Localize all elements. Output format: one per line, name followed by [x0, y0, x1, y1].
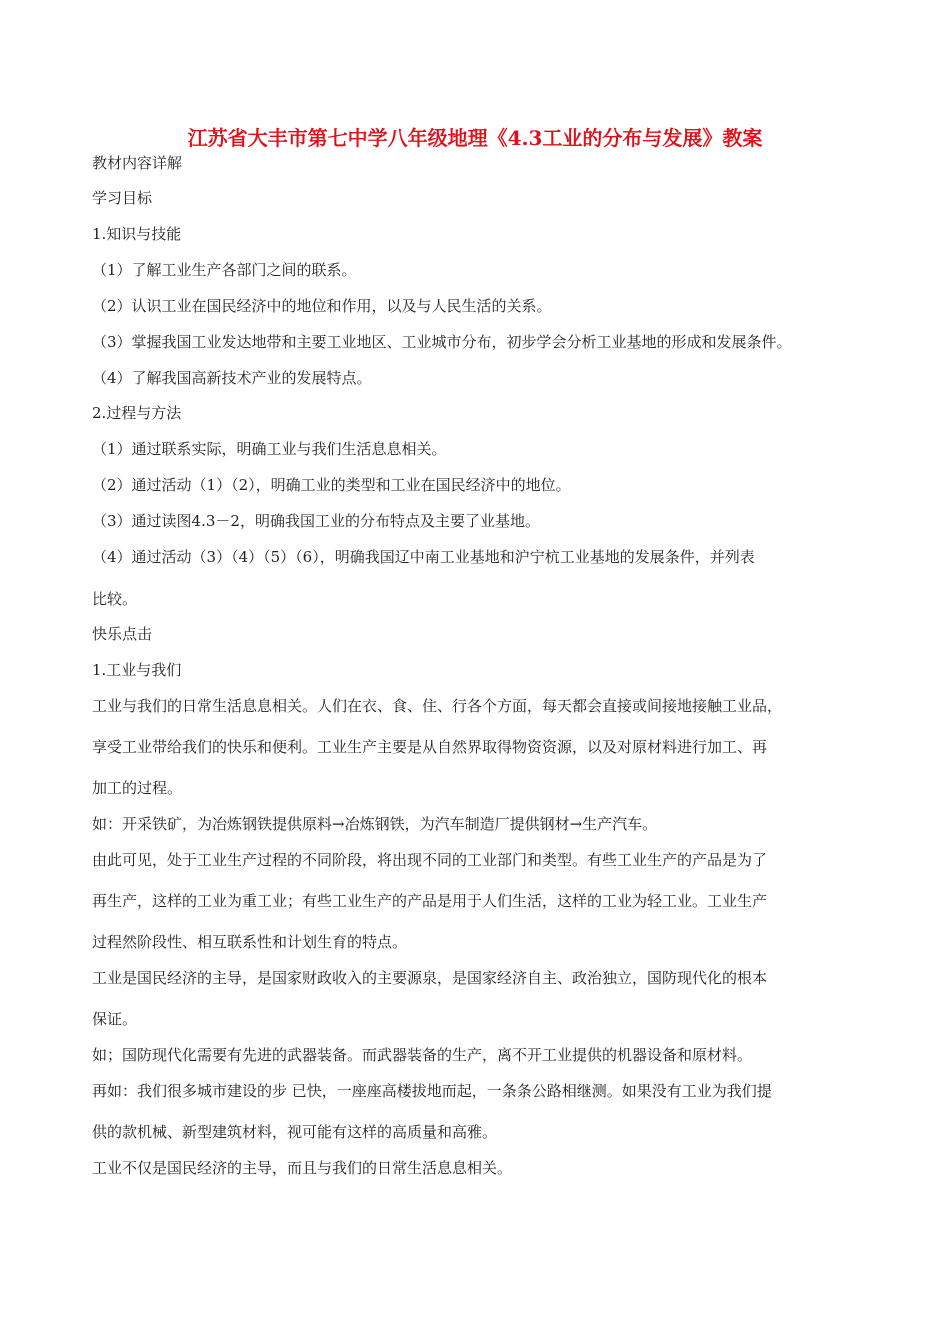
subsection-heading: 2.过程与方法: [92, 404, 182, 422]
document-title: 江苏省大丰市第七中学八年级地理《4.3工业的分布与发展》教案: [187, 126, 763, 150]
section-heading: 学习目标: [92, 189, 153, 207]
list-item: （4）了解我国高新技术产业的发展特点。: [92, 369, 372, 387]
paragraph-line: 如；国防现代化需要有先进的武器装备。而武器装备的生产，离不开工业提供的机器设备和原材料。: [92, 1046, 753, 1064]
paragraph-line: 加工的过程。: [92, 779, 183, 797]
subsection-heading: 1.知识与技能: [92, 225, 182, 243]
list-item-continuation: 比较。: [92, 590, 138, 608]
paragraph-line: 如：开采铁矿，为冶炼钢铁提供原料→冶炼钢铁，为汽车制造厂提供钢材→生产汽车。: [92, 815, 658, 833]
section-heading: 教材内容详解: [92, 154, 183, 172]
list-item: （1）了解工业生产各部门之间的联系。: [92, 261, 357, 279]
subsection-heading: 1.工业与我们: [92, 661, 182, 679]
paragraph-line: 工业是国民经济的主导，是国家财政收入的主要源泉，是国家经济自主、政治独立，国防现代化的根本: [92, 969, 768, 987]
paragraph-line: 享受工业带给我们的快乐和便利。工业生产主要是从自然界取得物资资源，以及对原材料进行加工、再: [92, 738, 768, 756]
list-item: （4）通过活动（3）（4）（5）（6），明确我国辽中南工业基地和沪宁杭工业基地的发展条件，并列表: [92, 548, 755, 566]
paragraph-line: 供的款机械、新型建筑材料，视可能有这样的高质量和高雅。: [92, 1123, 498, 1141]
paragraph-line: 工业与我们的日常生活息息相关。人们在衣、食、住、行各个方面，每天都会直接或间接地接触工业品，: [92, 697, 783, 715]
list-item: （1）通过联系实际，明确工业与我们生活息息相关。: [92, 440, 447, 458]
paragraph-line: 再如：我们很多城市建设的步 已快，一座座高楼拔地而起，一条条公路相继测。如果没有工业为我们提: [92, 1082, 772, 1100]
section-heading: 快乐点击: [92, 625, 153, 643]
paragraph-line: 保证。: [92, 1010, 138, 1028]
paragraph-line: 过程然阶段性、相互联系性和计划生育的特点。: [92, 933, 408, 951]
paragraph-line: 再生产，这样的工业为重工业；有些工业生产的产品是用于人们生活，这样的工业为轻工业。工业生产: [92, 892, 768, 910]
paragraph-line: 工业不仅是国民经济的主导，而且与我们的日常生活息息相关。: [92, 1159, 513, 1177]
list-item: （2）认识工业在国民经济中的地位和作用，以及与人民生活的关系。: [92, 297, 552, 315]
list-item: （3）掌握我国工业发达地带和主要工业地区、工业城市分布，初步学会分析工业基地的形成和发展条件。: [92, 333, 792, 351]
list-item: （2）通过活动（1）（2），明确工业的类型和工业在国民经济中的地位。: [92, 476, 571, 494]
paragraph-line: 由此可见，处于工业生产过程的不同阶段，将出现不同的工业部门和类型。有些工业生产的产品是为了: [92, 851, 768, 869]
list-item: （3）通过读图4.3－2，明确我国工业的分布特点及主要了业基地。: [92, 512, 540, 530]
